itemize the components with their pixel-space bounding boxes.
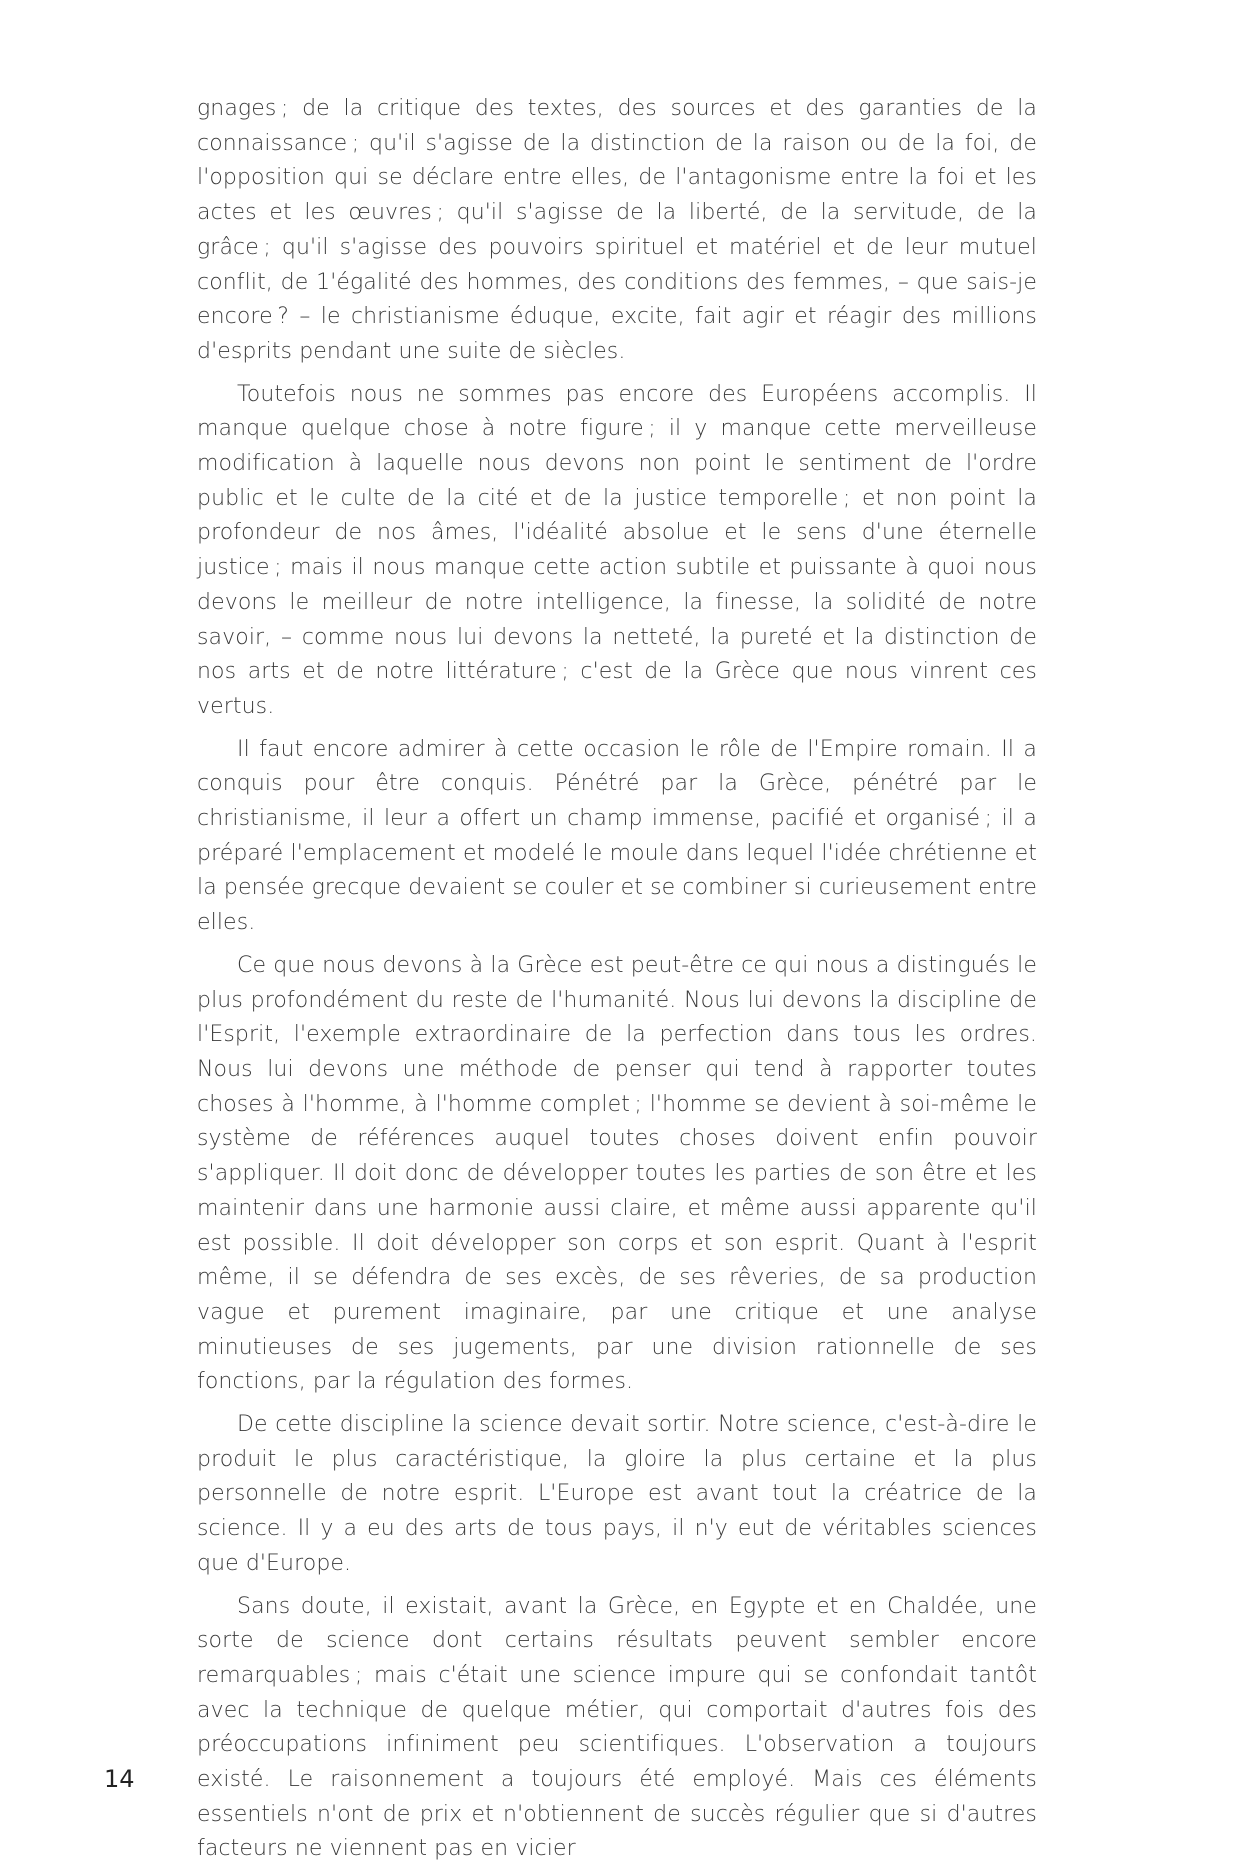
paragraph-1: gnages ; de la critique des textes, des sources et des garanties de la connaissance ; qu'il s'agisse de la distinction de la raison ou de la foi, de l'opposition qui se déclare entre elles, de l'antagonisme entre la foi et les actes et les œuvres ; qu'il s'agisse de la liberté, de la servitude, de la grâce ; qu'il s'agisse des pouvoirs spirituel et matériel et de leur mutuel conflit, de 1'égalité des hommes, des conditions des femmes, – que sais-je encore ? – le christianisme éduque, excite, fait agir et réagir des millions d'esprits pendant une suite de siècles. bbox=[197, 96, 1037, 364]
paragraph-6: Sans doute, il existait, avant la Grèce, en Egypte et en Chaldée, une sorte de science dont certains résultats peuvent sembler encore remarquables ; mais c'était une science impure qui se confondait tantôt avec la technique de quelque métier, qui comportait d'autres fois des préoccupations infiniment peu scientifiques. L'observation a toujours existé. Le raisonnement a toujours été employé. Mais ces éléments essentiels n'ont de prix et n'obtiennent de succès régulier que si d'autres facteurs ne viennent pas en vicier bbox=[197, 1593, 1037, 1862]
paragraph-4: Ce que nous devons à la Grèce est peut-être ce qui nous a distingués le plus profondément du reste de l'humanité. Nous lui devons la discipline de l'Esprit, l'exemple extraordinaire de la perfection dans tous les ordres. Nous lui devons une méthode de penser qui tend à rapporter toutes choses à l'homme, à l'homme complet ; l'homme se devient à soi-même le système de références auquel toutes choses doivent enfin pouvoir s'appliquer. Il doit donc de développer toutes les parties de son être et les maintenir dans une harmonie aussi claire, et même aussi apparente qu'il est possible. Il doit développer son corps et son esprit. Quant à l'esprit même, il se défendra de ses excès, de ses rêveries, de sa production vague et purement imaginaire, par une critique et une analyse minutieuses de ses jugements, par une division rationnelle de ses fonctions, par la régulation des formes. bbox=[197, 952, 1037, 1395]
paragraph-3: Il faut encore admirer à cette occasion le rôle de l'Empire romain. Il a conquis pour être conquis. Pénétré par la Grèce, pénétré par le christianisme, il leur a offert un champ immense, pacifié et organisé ; il a préparé l'emplacement et modelé le moule dans lequel l'idée chrétienne et la pensée grecque devaient se couler et se combiner si curieusement entre elles. bbox=[197, 736, 1037, 936]
paragraph-2: Toutefois nous ne sommes pas encore des Européens accomplis. Il manque quelque chose à notre figure ; il y manque cette merveilleuse modification à laquelle nous devons non point le sentiment de l'ordre public et le culte de la cité et de la justice temporelle ; et non point la profondeur de nos âmes, l'idéalité absolue et le sens d'une éternelle justice ; mais il nous manque cette action subtile et puissante à quoi nous devons le meilleur de notre intelligence, la finesse, la solidité de notre savoir, – comme nous lui devons la netteté, la pureté et la distinction de nos arts et de notre littérature ; c'est de la Grèce que nous vinrent ces vertus. bbox=[197, 381, 1037, 719]
page-number: 14 bbox=[104, 1765, 135, 1793]
body-text bbox=[197, 92, 1037, 1875]
paragraph-5: De cette discipline la science devait sortir. Notre science, c'est-à-dire le produit le plus caractéristique, la gloire la plus certaine et la plus personnelle de notre esprit. L'Europe est avant tout la créatrice de la science. Il y a eu des arts de tous pays, il n'y eut de véritables sciences que d'Europe. bbox=[197, 1412, 1037, 1576]
